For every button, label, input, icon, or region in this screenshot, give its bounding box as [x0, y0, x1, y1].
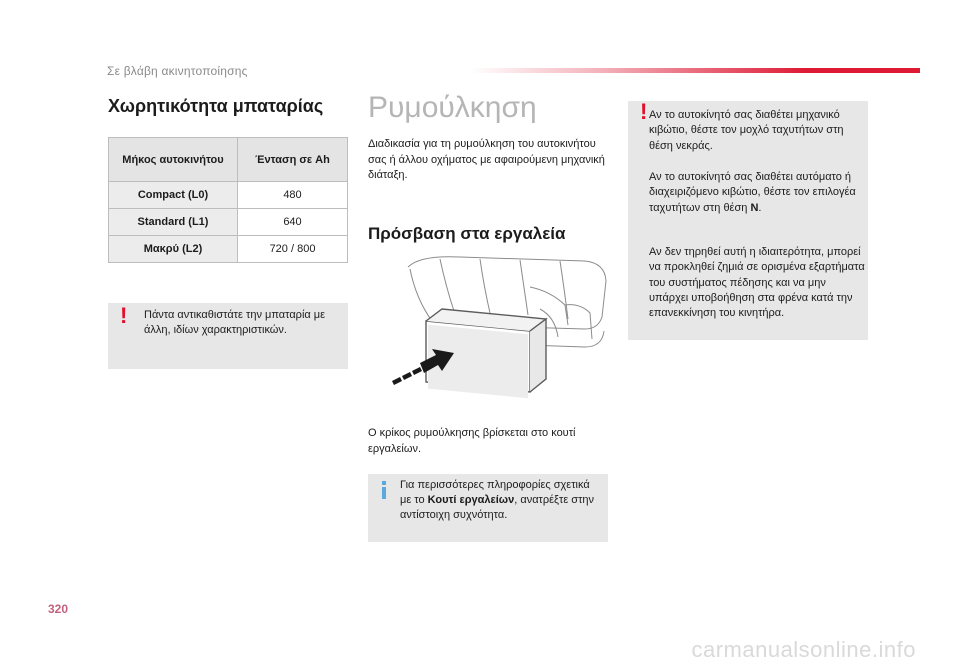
table-header-row	[109, 138, 348, 182]
battery-capacity-heading: Χωρητικότητα μπαταρίας	[108, 96, 324, 116]
table-cell-value: 640	[238, 209, 348, 236]
table-cell-value: 720 / 800	[238, 236, 348, 263]
tow-ring-caption: Ο κρίκος ρυμούλκησης βρίσκεται στο κουτί εργαλείων.	[368, 427, 576, 455]
info-icon	[382, 481, 386, 499]
automatic-gearbox-suffix: .	[758, 201, 762, 214]
table-cell-value: 480	[238, 182, 348, 209]
column-header-ah: Ένταση σε Ah	[238, 138, 348, 182]
table-row	[109, 182, 348, 209]
info-icon-dot	[382, 481, 386, 485]
watermark: carmanualsonline.info	[691, 637, 916, 662]
toolbox-info-note	[368, 474, 608, 542]
toolbox-under-seat-illustration	[380, 247, 615, 407]
tools-access-heading: Πρόσβαση στα εργαλεία	[368, 224, 566, 243]
header-accent-bar	[470, 68, 920, 73]
table-row	[109, 236, 348, 263]
info-text-suffix: , ανατρέξτε στην αντίστοιχη συχνότητα.	[400, 494, 595, 521]
towing-title: Ρυμούλκηση	[368, 91, 537, 124]
brake-damage-warning-text: Αν δεν τηρηθεί αυτή η ιδιαιτερότητα, μπορεί να προκληθεί ζημιά σε ορισμένα εξαρτήματα του συστήματος πέδησης και να μην υπάρχει υποβοήθηση στα φρένα κατά την επανεκκίνηση του κινητήρα.	[649, 246, 865, 320]
neutral-position-label: N	[750, 201, 759, 214]
section-title: Σε βλάβη ακινητοποίησης	[107, 64, 248, 78]
battery-capacity-table	[108, 137, 348, 263]
table-cell-model: Μακρύ (L2)	[109, 236, 238, 263]
table-cell-model: Standard (L1)	[109, 209, 238, 236]
toolbox-info-text	[400, 478, 602, 523]
battery-warning-note	[108, 303, 348, 369]
automatic-gearbox-text	[649, 170, 865, 216]
table-cell-model: Compact (L0)	[109, 182, 238, 209]
info-icon-stem	[382, 487, 386, 499]
battery-warning-text: Πάντα αντικαθιστάτε την μπαταρία με άλλη, ιδίων χαρακτηριστικών.	[144, 309, 326, 336]
column-header-length: Μήκος αυτοκινήτου	[109, 138, 238, 182]
table-row	[109, 209, 348, 236]
towing-intro: Διαδικασία για τη ρυμούλκηση του αυτοκινήτου σας ή άλλου οχήματος με αφαιρούμενη μηχανική διάταξη.	[368, 138, 605, 181]
info-text-bold: Κουτί εργαλείων	[427, 494, 515, 506]
exclamation-icon: !	[120, 303, 128, 328]
automatic-gearbox-prefix: Αν το αυτοκίνητό σας διαθέτει αυτόματο ή διαχειριζόμενο κιβώτιο, θέστε τον επιλογέα ταχυτήτων στη θέση	[649, 171, 856, 214]
info-text-prefix: Για περισσότερες πληροφορίες σχετικά με το	[400, 479, 590, 506]
exclamation-icon: !	[640, 99, 648, 124]
manual-gearbox-text: Αν το αυτοκίνητό σας διαθέτει μηχανικό κιβώτιο, θέστε τον μοχλό ταχυτήτων στη θέση νεκράς.	[649, 109, 844, 152]
page-number: 320	[48, 602, 69, 616]
